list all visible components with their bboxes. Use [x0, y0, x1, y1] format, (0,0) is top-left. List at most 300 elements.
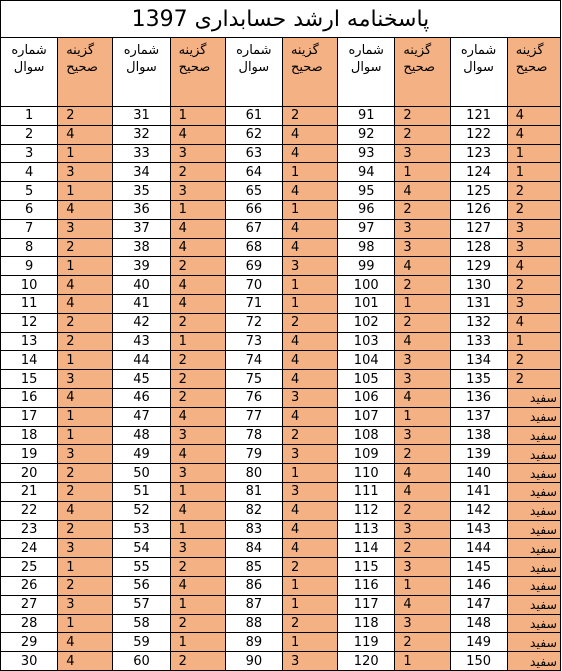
question-number-cell: 78 [225, 426, 282, 445]
answer-cell: 4 [170, 501, 225, 520]
answer-cell: 4 [395, 595, 450, 614]
question-number-cell: 80 [225, 464, 282, 483]
answer-cell: 1 [58, 614, 113, 633]
answer-cell: 4 [395, 464, 450, 483]
answer-cell: سفید [507, 595, 560, 614]
answer-cell: 3 [58, 595, 113, 614]
question-number-cell: 87 [225, 595, 282, 614]
answer-cell: سفید [507, 445, 560, 464]
answer-cell: 4 [395, 182, 450, 201]
header-label-line: گزینه [178, 43, 207, 58]
answer-cell: سفید [507, 464, 560, 483]
question-number-cell: 133 [450, 332, 507, 351]
header-label-line: سوال [463, 60, 494, 75]
answer-cell: 2 [395, 276, 450, 295]
question-number-cell: 137 [450, 407, 507, 426]
header-label-line: صحیح [66, 60, 98, 75]
answer-cell: 3 [507, 219, 560, 238]
question-number-cell: 108 [338, 426, 395, 445]
table-row [1, 407, 561, 426]
question-number-cell: 131 [450, 294, 507, 313]
table-row [1, 652, 561, 671]
answer-cell: 4 [282, 501, 337, 520]
header-label-line: گزینه [66, 43, 95, 58]
answer-cell: سفید [507, 426, 560, 445]
answer-cell: 3 [170, 426, 225, 445]
question-number-cell: 1 [1, 107, 58, 126]
answer-cell: 4 [58, 294, 113, 313]
table-row [1, 238, 561, 257]
answer-cell: 4 [282, 351, 337, 370]
answer-cell: 3 [170, 539, 225, 558]
table-row [1, 351, 561, 370]
answer-cell: 1 [282, 200, 337, 219]
question-number-cell: 104 [338, 351, 395, 370]
answer-cell: 1 [170, 332, 225, 351]
answer-cell: سفید [507, 652, 560, 671]
header-label-line: صحیح [403, 60, 436, 75]
answer-cell: 2 [58, 332, 113, 351]
answer-cell: 1 [282, 633, 337, 652]
answer-cell: 3 [282, 388, 337, 407]
table-row [1, 182, 561, 201]
table-row [1, 595, 561, 614]
question-number-cell: 144 [450, 539, 507, 558]
question-number-cell: 17 [1, 407, 58, 426]
question-number-cell: 44 [113, 351, 170, 370]
question-number-cell: 109 [338, 445, 395, 464]
answer-cell: 3 [507, 294, 560, 313]
table-row [1, 313, 561, 332]
answer-cell: 4 [507, 107, 560, 126]
answer-cell: 1 [58, 182, 113, 201]
question-number-cell: 64 [225, 163, 282, 182]
question-number-cell: 150 [450, 652, 507, 671]
question-number-cell: 141 [450, 482, 507, 501]
question-number-cell: 18 [1, 426, 58, 445]
question-number-cell: 146 [450, 576, 507, 595]
answer-cell: 3 [58, 539, 113, 558]
answer-cell: 2 [58, 313, 113, 332]
answer-cell: 1 [507, 332, 560, 351]
answer-cell: 4 [170, 276, 225, 295]
question-number-cell: 48 [113, 426, 170, 445]
question-number-cell: 90 [225, 652, 282, 671]
question-number-cell: 62 [225, 125, 282, 144]
question-number-cell: 10 [1, 276, 58, 295]
answer-cell: 4 [507, 257, 560, 276]
header-question-number [450, 38, 507, 107]
table-row [1, 464, 561, 483]
header-correct-option [507, 38, 560, 107]
table-row [1, 219, 561, 238]
question-number-cell: 6 [1, 200, 58, 219]
answer-cell: 3 [58, 219, 113, 238]
question-number-cell: 36 [113, 200, 170, 219]
question-number-cell: 92 [338, 125, 395, 144]
question-number-cell: 125 [450, 182, 507, 201]
question-number-cell: 11 [1, 294, 58, 313]
answer-cell: 3 [395, 520, 450, 539]
answer-cell: 1 [170, 200, 225, 219]
answer-cell: 1 [282, 276, 337, 295]
header-label-line: شماره [460, 43, 497, 58]
table-row [1, 558, 561, 577]
question-number-cell: 2 [1, 125, 58, 144]
question-number-cell: 40 [113, 276, 170, 295]
answer-cell: 1 [58, 426, 113, 445]
question-number-cell: 81 [225, 482, 282, 501]
answer-cell: 4 [170, 407, 225, 426]
answer-cell: 3 [395, 219, 450, 238]
question-number-cell: 76 [225, 388, 282, 407]
question-number-cell: 111 [338, 482, 395, 501]
question-number-cell: 115 [338, 558, 395, 577]
question-number-cell: 138 [450, 426, 507, 445]
question-number-cell: 70 [225, 276, 282, 295]
question-number-cell: 27 [1, 595, 58, 614]
question-number-cell: 95 [338, 182, 395, 201]
question-number-cell: 56 [113, 576, 170, 595]
answer-cell: سفید [507, 388, 560, 407]
answer-cell: 4 [282, 219, 337, 238]
answer-cell: 2 [395, 501, 450, 520]
answer-cell: 3 [395, 426, 450, 445]
question-number-cell: 114 [338, 539, 395, 558]
question-number-cell: 28 [1, 614, 58, 633]
question-number-cell: 122 [450, 125, 507, 144]
answer-cell: سفید [507, 520, 560, 539]
question-number-cell: 69 [225, 257, 282, 276]
question-number-cell: 63 [225, 144, 282, 163]
question-number-cell: 42 [113, 313, 170, 332]
question-number-cell: 29 [1, 633, 58, 652]
answer-cell: 2 [282, 614, 337, 633]
table-row [1, 482, 561, 501]
table-row [1, 445, 561, 464]
question-number-cell: 110 [338, 464, 395, 483]
question-number-cell: 132 [450, 313, 507, 332]
question-number-cell: 32 [113, 125, 170, 144]
answer-cell: 4 [282, 539, 337, 558]
answer-cell: 1 [282, 576, 337, 595]
answer-cell: 1 [58, 558, 113, 577]
answer-cell: 1 [507, 163, 560, 182]
header-label-line: صحیح [290, 60, 323, 75]
answer-cell: 2 [170, 652, 225, 671]
answer-cell: 4 [58, 125, 113, 144]
answer-cell: 3 [395, 351, 450, 370]
answer-cell: 2 [170, 614, 225, 633]
question-number-cell: 136 [450, 388, 507, 407]
question-number-cell: 75 [225, 370, 282, 389]
question-number-cell: 134 [450, 351, 507, 370]
header-label-line: گزینه [515, 43, 544, 58]
answer-cell: سفید [507, 501, 560, 520]
header-label-line: صحیح [515, 60, 548, 75]
answer-cell: 3 [58, 445, 113, 464]
answer-cell: 4 [395, 257, 450, 276]
answer-cell: 2 [507, 276, 560, 295]
question-number-cell: 30 [1, 652, 58, 671]
question-number-cell: 149 [450, 633, 507, 652]
question-number-cell: 121 [450, 107, 507, 126]
answer-cell: 2 [58, 576, 113, 595]
answer-cell: 2 [170, 313, 225, 332]
question-number-cell: 16 [1, 388, 58, 407]
question-number-cell: 147 [450, 595, 507, 614]
question-number-cell: 12 [1, 313, 58, 332]
question-number-cell: 65 [225, 182, 282, 201]
question-number-cell: 68 [225, 238, 282, 257]
header-label-line: سوال [126, 60, 157, 75]
answer-cell: 2 [58, 238, 113, 257]
question-number-cell: 37 [113, 219, 170, 238]
question-number-cell: 143 [450, 520, 507, 539]
answer-cell: 4 [58, 388, 113, 407]
header-label-line: شماره [348, 43, 384, 58]
question-number-cell: 39 [113, 257, 170, 276]
answer-cell: 2 [395, 633, 450, 652]
answer-cell: 4 [282, 238, 337, 257]
table-row [1, 388, 561, 407]
header-correct-option [282, 38, 337, 107]
answer-cell: 2 [170, 163, 225, 182]
answer-cell: سفید [507, 576, 560, 595]
question-number-cell: 15 [1, 370, 58, 389]
question-number-cell: 60 [113, 652, 170, 671]
question-number-cell: 126 [450, 200, 507, 219]
question-number-cell: 20 [1, 464, 58, 483]
answer-cell: 4 [170, 219, 225, 238]
answer-cell: 2 [395, 107, 450, 126]
answer-cell: 3 [282, 445, 337, 464]
answer-cell: 1 [282, 294, 337, 313]
question-number-cell: 72 [225, 313, 282, 332]
answer-cell: 1 [282, 163, 337, 182]
answer-cell: 1 [170, 595, 225, 614]
answer-cell: 3 [395, 614, 450, 633]
header-label-line: شماره [11, 43, 47, 58]
answer-cell: 4 [58, 276, 113, 295]
answer-cell: 1 [395, 652, 450, 671]
answer-cell: 3 [282, 482, 337, 501]
question-number-cell: 106 [338, 388, 395, 407]
answer-cell: 1 [58, 407, 113, 426]
question-number-cell: 55 [113, 558, 170, 577]
answer-cell: 3 [395, 558, 450, 577]
question-number-cell: 4 [1, 163, 58, 182]
question-number-cell: 82 [225, 501, 282, 520]
header-question-number [338, 38, 395, 107]
answer-cell: 3 [507, 238, 560, 257]
question-number-cell: 31 [113, 107, 170, 126]
answer-cell: 4 [395, 482, 450, 501]
header-label-line: سوال [238, 60, 270, 75]
answer-cell: 3 [170, 182, 225, 201]
question-number-cell: 83 [225, 520, 282, 539]
question-number-cell: 112 [338, 501, 395, 520]
question-number-cell: 66 [225, 200, 282, 219]
answer-cell: 2 [58, 482, 113, 501]
question-number-cell: 84 [225, 539, 282, 558]
question-number-cell: 119 [338, 633, 395, 652]
answer-cell: 2 [395, 200, 450, 219]
answer-cell: 3 [58, 163, 113, 182]
answer-cell: 1 [395, 576, 450, 595]
header-correct-option [58, 38, 113, 107]
question-number-cell: 79 [225, 445, 282, 464]
question-number-cell: 59 [113, 633, 170, 652]
answer-cell: 4 [282, 407, 337, 426]
answer-cell: 4 [170, 294, 225, 313]
answer-cell: 2 [282, 426, 337, 445]
question-number-cell: 67 [225, 219, 282, 238]
question-number-cell: 148 [450, 614, 507, 633]
answer-cell: 2 [170, 558, 225, 577]
question-number-cell: 7 [1, 219, 58, 238]
answer-cell: 3 [395, 144, 450, 163]
answer-cell: 1 [170, 633, 225, 652]
header-question-number [225, 38, 282, 107]
answer-cell: 2 [58, 107, 113, 126]
table-row [1, 276, 561, 295]
answer-cell: 4 [395, 332, 450, 351]
answer-cell: 1 [395, 407, 450, 426]
header-label-line: گزینه [290, 43, 319, 58]
question-number-cell: 24 [1, 539, 58, 558]
answer-cell: 4 [395, 388, 450, 407]
question-number-cell: 46 [113, 388, 170, 407]
question-number-cell: 97 [338, 219, 395, 238]
question-number-cell: 145 [450, 558, 507, 577]
table-row [1, 426, 561, 445]
answer-cell: 2 [282, 558, 337, 577]
question-number-cell: 57 [113, 595, 170, 614]
question-number-cell: 140 [450, 464, 507, 483]
answer-cell: 2 [282, 107, 337, 126]
question-number-cell: 26 [1, 576, 58, 595]
answer-cell: سفید [507, 614, 560, 633]
answer-cell: 2 [395, 539, 450, 558]
header-correct-option [395, 38, 450, 107]
question-number-cell: 91 [338, 107, 395, 126]
page-title: پاسخنامه ارشد حسابداری 1397 [1, 1, 561, 38]
answer-cell: 4 [170, 576, 225, 595]
answer-cell: 3 [170, 464, 225, 483]
answer-cell: 2 [170, 370, 225, 389]
header-label-line: سوال [350, 60, 382, 75]
question-number-cell: 53 [113, 520, 170, 539]
answer-cell: 1 [282, 595, 337, 614]
question-number-cell: 58 [113, 614, 170, 633]
answer-cell: 3 [395, 370, 450, 389]
table-row [1, 144, 561, 163]
question-number-cell: 38 [113, 238, 170, 257]
question-number-cell: 101 [338, 294, 395, 313]
question-number-cell: 54 [113, 539, 170, 558]
answer-cell: 4 [282, 144, 337, 163]
table-row [1, 125, 561, 144]
question-number-cell: 35 [113, 182, 170, 201]
answer-cell: 1 [170, 107, 225, 126]
answer-cell: 4 [58, 633, 113, 652]
table-row [1, 614, 561, 633]
table-row [1, 576, 561, 595]
answer-cell: 2 [170, 388, 225, 407]
question-number-cell: 77 [225, 407, 282, 426]
question-number-cell: 61 [225, 107, 282, 126]
answer-cell: 1 [507, 144, 560, 163]
answer-cell: 2 [170, 351, 225, 370]
question-number-cell: 96 [338, 200, 395, 219]
question-number-cell: 74 [225, 351, 282, 370]
answer-cell: 3 [395, 238, 450, 257]
answer-cell: 2 [58, 464, 113, 483]
question-number-cell: 107 [338, 407, 395, 426]
question-number-cell: 5 [1, 182, 58, 201]
question-number-cell: 135 [450, 370, 507, 389]
question-number-cell: 100 [338, 276, 395, 295]
answer-cell: 1 [170, 482, 225, 501]
question-number-cell: 127 [450, 219, 507, 238]
question-number-cell: 34 [113, 163, 170, 182]
table-row [1, 294, 561, 313]
question-number-cell: 89 [225, 633, 282, 652]
answer-cell: 2 [58, 520, 113, 539]
answer-cell: 1 [58, 144, 113, 163]
question-number-cell: 3 [1, 144, 58, 163]
question-number-cell: 128 [450, 238, 507, 257]
answer-cell: 4 [170, 125, 225, 144]
question-number-cell: 13 [1, 332, 58, 351]
question-number-cell: 23 [1, 520, 58, 539]
table-row [1, 520, 561, 539]
question-number-cell: 102 [338, 313, 395, 332]
question-number-cell: 43 [113, 332, 170, 351]
answer-cell: 2 [507, 351, 560, 370]
question-number-cell: 93 [338, 144, 395, 163]
question-number-cell: 8 [1, 238, 58, 257]
question-number-cell: 86 [225, 576, 282, 595]
question-number-cell: 123 [450, 144, 507, 163]
table-row [1, 370, 561, 389]
answer-cell: 4 [282, 332, 337, 351]
table-row [1, 107, 561, 126]
answer-cell: 2 [282, 313, 337, 332]
answer-cell: 4 [282, 182, 337, 201]
answer-cell: 3 [282, 652, 337, 671]
question-number-cell: 51 [113, 482, 170, 501]
answer-cell: 4 [170, 445, 225, 464]
question-number-cell: 14 [1, 351, 58, 370]
answer-cell: سفید [507, 633, 560, 652]
question-number-cell: 50 [113, 464, 170, 483]
question-number-cell: 9 [1, 257, 58, 276]
table-row [1, 200, 561, 219]
table-row [1, 332, 561, 351]
question-number-cell: 105 [338, 370, 395, 389]
header-label-line: سوال [13, 60, 45, 75]
header-question-number [113, 38, 170, 107]
answer-cell: 4 [282, 125, 337, 144]
answer-cell: 1 [395, 163, 450, 182]
header-label-line: صحیح [178, 60, 211, 75]
question-number-cell: 142 [450, 501, 507, 520]
table-row [1, 633, 561, 652]
answer-cell: 1 [395, 294, 450, 313]
answer-cell: 4 [507, 125, 560, 144]
